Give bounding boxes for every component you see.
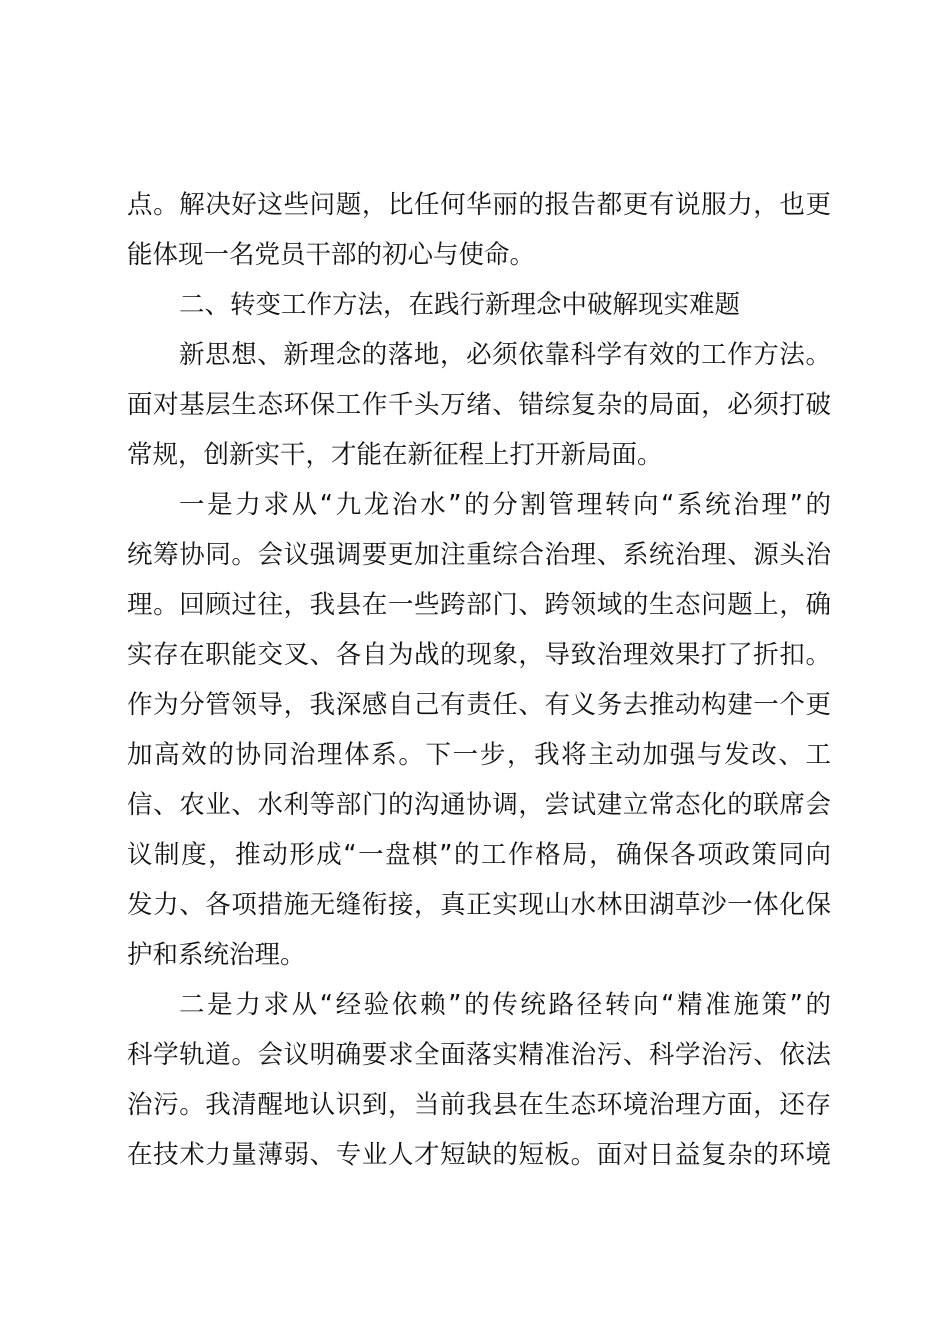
text-line: 实存在职能交叉、各自为战的现象，导致治理效果打了折扣。 bbox=[127, 640, 831, 670]
text-line: 一是力求从“九龙治水”的分割管理转向“系统治理”的 bbox=[179, 490, 831, 520]
text-line: 新思想、新理念的落地，必须依靠科学有效的工作方法。 bbox=[179, 340, 831, 370]
text-line: 二、转变工作方法，在践行新理念中破解现实难题 bbox=[179, 290, 741, 320]
text-line: 二是力求从“经验依赖”的传统路径转向“精准施策”的 bbox=[179, 990, 831, 1020]
text-line: 加高效的协同治理体系。下一步，我将主动加强与发改、工 bbox=[127, 740, 831, 770]
paragraph bbox=[127, 280, 831, 330]
text-line: 信、农业、水利等部门的沟通协调，尝试建立常态化的联席会 bbox=[127, 790, 831, 820]
text-line: 在技术力量薄弱、专业人才短缺的短板。面对日益复杂的环境 bbox=[127, 1140, 831, 1170]
text-line: 面对基层生态环保工作千头万绪、错综复杂的局面，必须打破 bbox=[127, 390, 831, 420]
text-line: 统筹协同。会议强调要更加注重综合治理、系统治理、源头治 bbox=[127, 540, 831, 570]
text-line: 科学轨道。会议明确要求全面落实精准治污、科学治污、依法 bbox=[127, 1040, 831, 1070]
paragraph bbox=[127, 180, 831, 280]
paragraph bbox=[127, 480, 831, 980]
text-line: 作为分管领导，我深感自己有责任、有义务去推动构建一个更 bbox=[127, 690, 831, 720]
text-line: 常规，创新实干，才能在新征程上打开新局面。 bbox=[127, 440, 663, 470]
document-body bbox=[127, 180, 831, 1180]
text-line: 发力、各项措施无缝衔接，真正实现山水林田湖草沙一体化保 bbox=[127, 890, 831, 920]
paragraph bbox=[127, 330, 831, 480]
text-line: 理。回顾过往，我县在一些跨部门、跨领域的生态问题上，确 bbox=[127, 590, 831, 620]
paragraph bbox=[127, 980, 831, 1180]
text-line: 议制度，推动形成“一盘棋”的工作格局，确保各项政策同向 bbox=[127, 840, 831, 870]
text-line: 护和系统治理。 bbox=[127, 940, 306, 970]
text-line: 治污。我清醒地认识到，当前我县在生态环境治理方面，还存 bbox=[127, 1090, 831, 1120]
text-line: 能体现一名党员干部的初心与使命。 bbox=[127, 240, 536, 270]
text-line: 点。解决好这些问题，比任何华丽的报告都更有说服力，也更 bbox=[127, 190, 831, 220]
